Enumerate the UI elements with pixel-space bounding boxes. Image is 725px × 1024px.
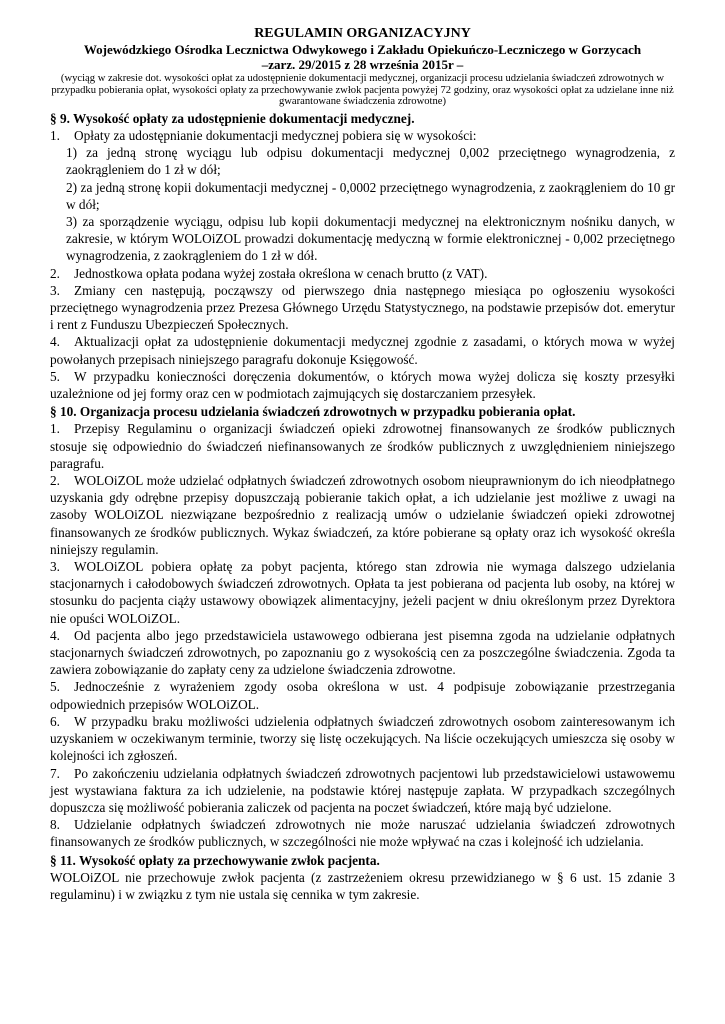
item-text: Opłaty za udostępnianie dokumentacji medycznej pobiera się w wysokości:: [74, 127, 477, 143]
item-number: 5.: [50, 679, 60, 695]
item-text: Jednostkowa opłata podana wyżej została określona w cenach brutto (z VAT).: [74, 265, 488, 281]
item-number: 5.: [50, 368, 60, 384]
s10-item-3: [50, 558, 675, 627]
s10-item-6: [50, 713, 675, 765]
s10-item-2: [50, 472, 675, 558]
item-number: 1.: [50, 127, 60, 143]
s9-item-2: [50, 265, 675, 282]
item-number: 1.: [50, 421, 60, 437]
s9-item-1: [50, 127, 675, 144]
s10-item-7: [50, 765, 675, 817]
excerpt-note: (wyciąg w zakresie dot. wysokości opłat za udostępnienie dokumentacji medycznej, organizacji procesu udzielania świadczeń zdrowotnych w przypadku pobierania opłat, wysokości opłaty za przechowywanie zwłok pacjenta powyżej 72 godziny, oraz wysokości opłat za udzielane inne niż gwarantowane świadczenia zdrowotne): [51, 73, 674, 108]
s9-item-4: [50, 333, 675, 367]
s11-text: WOLOiZOL nie przechowuje zwłok pacjenta (z zastrzeżeniem okresu przewidzianego w § 6 ust. 15 zdanie 3 regulaminu) i w związku z tym nie ustala się cennika w tym zakresie.: [50, 869, 675, 902]
s9-item-3: [50, 282, 675, 334]
item-text: WOLOiZOL może udzielać odpłatnych świadczeń zdrowotnych osobom nieuprawnionym do ich nieodpłatnego uzyskania gdy odrębne przepisy dopuszczają pobieranie takich opłat, a ich udzielanie jest możliwe z uwagi na zasoby WOLOiZOL niezwiązane bezpośrednio z realizacją umów o udzielanie świadczeń opieki zdrowotnej finansowanych ze środków publicznych. Wykaz świadczeń, za które pobierane są opłaty oraz ich wysokość określa niniejszy regulamin.: [50, 473, 675, 557]
s10-item-1: [50, 420, 675, 472]
item-number: 2.: [50, 265, 60, 281]
section-9-heading: § 9. Wysokość opłaty za udostępnienie dokumentacji medycznej.: [50, 110, 415, 126]
s10-item-8: [50, 816, 675, 850]
item-number: 4.: [50, 334, 60, 350]
section-10-heading: § 10. Organizacja procesu udzielania świadczeń zdrowotnych w przypadku pobierania opłat.: [50, 404, 576, 420]
item-number: 3.: [50, 282, 60, 298]
s9-subitem-1: 1) za jedną stronę wyciągu lub odpisu dokumentacji medycznej 0,002 przeciętnego wynagrodzenia, z zaokrągleniem do 1 zł w dół;: [66, 145, 675, 178]
item-text: Przepisy Regulaminu o organizacji świadczeń opieki zdrowotnej finansowanych ze środków publicznych stosuje się odpowiednio do świadczeń niefinansowanych ze środków publicznych z uwzględnieniem niniejszego paragrafu.: [50, 421, 675, 471]
item-text: Po zakończeniu udzielania odpłatnych świadczeń zdrowotnych pacjentowi lub przedstawicielowi ustawowemu jest wystawiana faktura za ich udzielenie, na podstawie której następuje zapłata. W przypadkach szczególnych dopuszcza się możliwość pobierania zaliczek od pacjenta na poczet świadczeń, które mają być udzielone.: [50, 765, 675, 815]
item-number: 7.: [50, 765, 60, 781]
resolution-reference: –zarz. 29/2015 z 28 września 2015r –: [261, 57, 464, 72]
item-text: Zmiany cen następują, począwszy od pierwszego dnia następnego miesiąca po ogłoszeniu wysokości przeciętnego wynagrodzenia przez Prezesa Głównego Urzędu Statystycznego, na podstawie przepisów dot. emerytur i rent z Funduszu Ubezpieczeń Społecznych.: [50, 282, 675, 333]
item-text: W przypadku braku możliwości udzielenia odpłatnych świadczeń zdrowotnych osobom zainteresowanym ich uzyskaniem w oczekiwanym terminie, tworzy się listę oczekujących. Na liście oczekujących umieszcza się osoby w kolejności ich zgłoszeń.: [50, 713, 675, 764]
item-text: Aktualizacji opłat za udostępnienie dokumentacji medycznej zgodnie z zasadami, o których mowa w wyżej powołanych przepisach niniejszego paragrafu dokonuje Księgowość.: [50, 334, 675, 367]
s9-item-5: [50, 368, 675, 402]
item-text: Od pacjenta albo jego przedstawiciela ustawowego odbierana jest pisemna zgoda na udzielanie odpłatnych stacjonarnych świadczeń zdrowotnych, po zapoznaniu go z wysokością cen za poszczególne świadczenia. Zgoda ta zawiera zobowiązanie do zapłaty ceny za udzielone świadczenia zdrowotne.: [50, 627, 675, 678]
section-11-heading: § 11. Wysokość opłaty za przechowywanie zwłok pacjenta.: [50, 852, 380, 868]
item-number: 3.: [50, 559, 60, 575]
item-text: Jednocześnie z wyrażeniem zgody osoba określona w ust. 4 podpisuje zobowiązanie przestrzegania odpowiednich przepisów WOLOiZOL.: [50, 679, 675, 712]
s9-subitem-2: 2) za jedną stronę kopii dokumentacji medycznej - 0,0002 przeciętnego wynagrodzenia, z zaokrągleniem do 10 gr w dół;: [66, 179, 675, 212]
item-text: W przypadku konieczności doręczenia dokumentów, o których mowa wyżej dolicza się koszty przesyłki uzależnione od jej formy oraz cen w podmiotach zajmujących się dostarczaniem przesyłek.: [50, 368, 675, 402]
s10-item-5: [50, 678, 675, 712]
item-number: 4.: [50, 627, 60, 643]
s10-item-4: [50, 627, 675, 679]
document-title: REGULAMIN ORGANIZACYJNY: [254, 26, 471, 41]
item-text: Udzielanie odpłatnych świadczeń zdrowotnych nie może naruszać udzielania świadczeń zdrowotnych finansowanych ze środków publicznych, w szczególności nie może wpływać na czas i kolejność ich udzielania.: [50, 817, 675, 850]
s9-subitem-3: 3) za sporządzenie wyciągu, odpisu lub kopii dokumentacji medycznej na elektronicznym nośniku danych, w zakresie, w którym WOLOiZOL prowadzi dokumentację medyczną w formie elektronicznej - 0,002 przeciętnego wynagrodzenia, z zaokrągleniem do 1 zł w dół.: [66, 214, 675, 264]
item-number: 6.: [50, 713, 60, 729]
item-number: 2.: [50, 473, 60, 489]
item-number: 8.: [50, 817, 60, 833]
item-text: WOLOiZOL pobiera opłatę za pobyt pacjenta, którego stan zdrowia nie wymaga dalszego udzielania stacjonarnych i całodobowych świadczeń zdrowotnych. Opłata ta jest pobierana od pacjenta lub osoby, na której w stosunku do pacjenta ciąży ustawowy obowiązek alimentacyjny, jeżeli pacjent w dniu określonym przez Dyrektora nie opuści WOLOiZOL.: [50, 559, 675, 626]
institution-name: Wojewódzkiego Ośrodka Lecznictwa Odwykowego i Zakładu Opiekuńczo-Leczniczego w Gorzycach: [83, 42, 642, 57]
